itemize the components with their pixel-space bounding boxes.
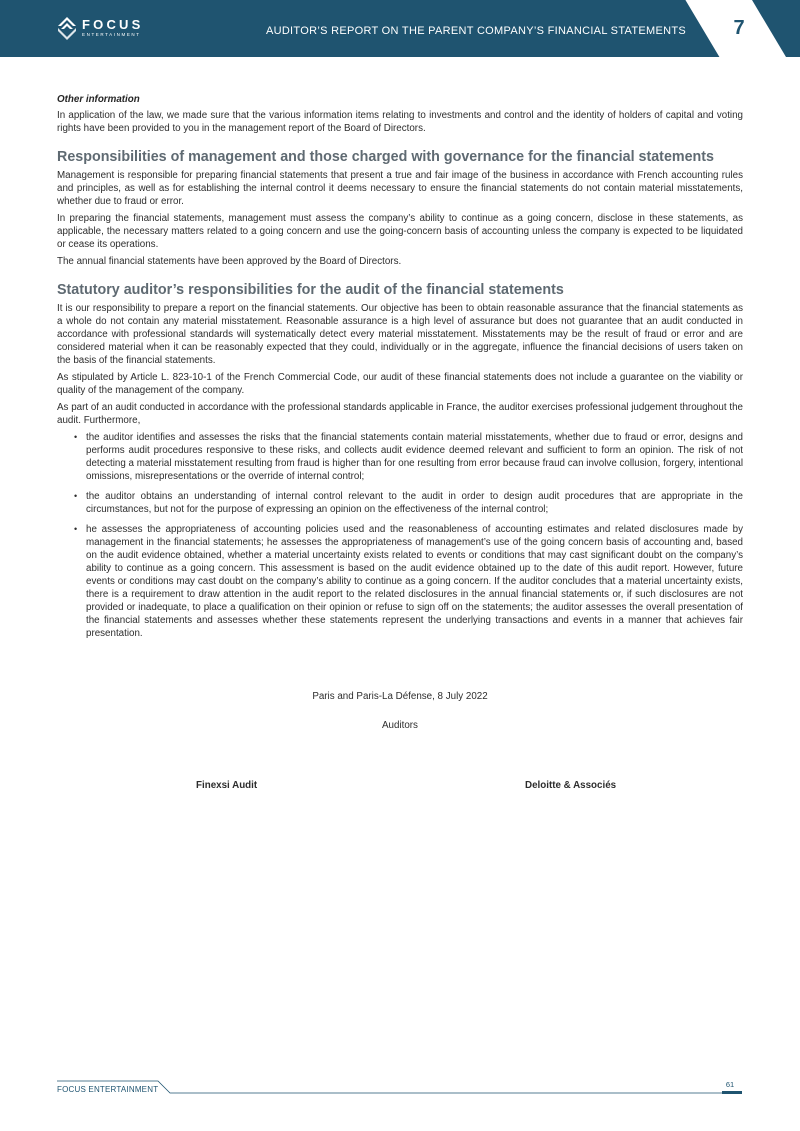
signature-place-date: Paris and Paris-La Défense, 8 July 2022 xyxy=(312,691,488,702)
auditor-paragraph: It is our responsibility to prepare a report on the financial statements. Our objective has been to obtain reasonable assurance that the financial statements as a whole do not contain any material misstatement. Reasonable assurance is a high level of assurance but does not guarantee that an audit conducted in accordance with professional standards will systematically detect every material misstatement. Misstatements may be the result of fraud or error and are considered material when it can be reasonably expected that they could, individually or in the aggregate, influence the financial decisions of users taken on the basis of the financial statements. xyxy=(57,303,743,366)
brand-logo xyxy=(57,15,144,41)
list-item xyxy=(76,490,743,516)
report-body xyxy=(57,93,743,647)
logo-subtitle: ENTERTAINMENT xyxy=(82,32,141,38)
auditor-responsibilities-heading: Statutory auditor’s responsibilities for the audit of the financial statements xyxy=(57,282,564,298)
list-item xyxy=(76,523,743,640)
focus-logo-icon xyxy=(57,16,77,40)
auditor-paragraph: As stipulated by Article L. 823-10-1 of the French Commercial Code, our audit of these financial statements does not include a guarantee on the viability or quality of the management of the company. xyxy=(57,372,743,396)
list-item-text: the auditor obtains an understanding of internal control relevant to the audit in order to design audit procedures that are appropriate in the circumstances, but not for the purpose of expressing an opinion on the effectiveness of the internal control; xyxy=(86,491,743,515)
page-header xyxy=(0,0,800,57)
other-information-paragraph: In application of the law, we made sure that the various information items relating to investments and control and the identity of holders of capital and voting rights have been provided to you in the management report of the Board of Directors. xyxy=(57,110,743,134)
auditor-paragraph: As part of an audit conducted in accordance with the professional standards applicable in France, the auditor exercises professional judgement throughout the audit. Furthermore, xyxy=(57,402,743,426)
logo-wordmark: FOCUS xyxy=(82,17,144,33)
other-information-heading: Other information xyxy=(57,94,140,105)
auditor-procedures-list xyxy=(57,431,743,640)
management-paragraph: Management is responsible for preparing financial statements that present a true and fair image of the business in accordance with French accounting rules and principles, as well as for establishing the internal control it deems necessary to ensure the financial statements do not contain material misstatements, whether due to fraud or error. xyxy=(57,170,743,207)
list-item-text: he assesses the appropriateness of accounting policies used and the reasonableness of accounting estimates and related disclosures made by management in the financial statements; he assesses the appropriateness of management’s use of the going concern basis of accounting and, based on the audit evidence obtained, whether a material uncertainty exists related to events or conditions that may cast significant doubt on the company’s ability to continue as a going concern. This assessment is based on the audit evidence obtained up to the date of this audit report. However, future events or conditions may cast doubt on the company’s ability to continue as a going concern. If the auditor concludes that a material uncertainty exists, there is a requirement to draw attention in the audit report to the related disclosures in the annual financial statements or, if such disclosures are not provided or inadequate, to place a qualification on their opinion or refuse to sign off on the statements; the auditor assesses the overall presentation of the financial statements and assesses whether these statements represent the underlying transactions and events in a manner that achieves fair presentation. xyxy=(86,524,743,639)
management-paragraph: The annual financial statements have been approved by the Board of Directors. xyxy=(57,256,402,267)
header-section-title: AUDITOR’S REPORT ON THE PARENT COMPANY’S FINANCIAL STATEMENTS xyxy=(265,25,686,37)
management-responsibilities-heading: Responsibilities of management and those charged with governance for the financial statements xyxy=(57,149,715,165)
chapter-number: 7 xyxy=(733,17,745,39)
bullet-icon: • xyxy=(74,432,78,442)
page-number: 61 xyxy=(725,1080,735,1089)
list-item-text: the auditor identifies and assesses the risks that the financial statements contain material misstatements, whether due to fraud or error, designs and performs audit procedures responsive to these risks, and collects audit evidence deemed relevant and sufficient to form an opinion. The risk of not detecting a material misstatement resulting from fraud is higher than for one resulting from error because fraud can involve collusion, forgery, intentional omissions, misrepresentations or the override of internal control; xyxy=(86,432,743,482)
management-paragraph: In preparing the financial statements, management must assess the company’s ability to continue as a going concern, disclose in these statements, as applicable, the necessary matters related to a going concern and use the going-concern basis of accounting unless the company is expected to be liquidated or cease its operations. xyxy=(57,213,743,250)
list-item xyxy=(76,431,743,483)
signature-role: Auditors xyxy=(382,720,418,731)
footer-brand: FOCUS ENTERTAINMENT xyxy=(57,1085,159,1094)
bullet-icon: • xyxy=(74,491,78,501)
signatory-deloitte: Deloitte & Associés xyxy=(525,780,617,791)
signatory-finexsi: Finexsi Audit xyxy=(196,780,258,791)
bullet-icon: • xyxy=(74,524,78,534)
